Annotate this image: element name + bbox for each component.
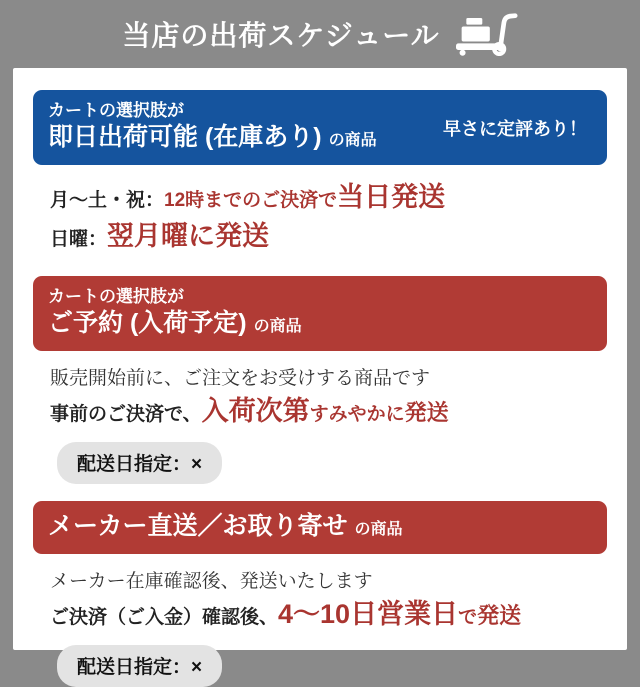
preorder-row2-label: 事前のご決済で、	[50, 404, 202, 426]
banner-instock-note: 早さに定評あり！	[443, 118, 587, 139]
banner-instock	[33, 90, 607, 165]
banner-dropship-mainline	[48, 511, 591, 542]
dropship-row2-big: 4〜10日営業日	[278, 598, 459, 629]
instock-row-sunday	[50, 219, 607, 255]
dropship-row-shipping	[50, 597, 607, 633]
preorder-row-shipping	[50, 394, 607, 430]
banner-preorder-suffix: の商品	[253, 317, 302, 335]
banner-dropship-suffix: の商品	[354, 520, 403, 538]
dropship-delivery-date-badge: 配送日指定：×	[57, 645, 222, 687]
hand-truck-icon	[456, 12, 518, 56]
preorder-row-description: 販売開始前に、ご注文をお受けする商品です	[50, 367, 431, 389]
dropship-row2-mid: で	[458, 606, 478, 628]
preorder-row2-mid: すみやかに	[309, 404, 405, 426]
preorder-row2-big: 入荷次第	[201, 396, 310, 427]
instock-row1-label: 月〜土・祝：	[50, 190, 165, 212]
page-title: 当店の出荷スケジュール	[122, 20, 440, 51]
dropship-row2-tail: 発送	[477, 602, 522, 628]
instock-row-weekday	[50, 180, 607, 216]
banner-preorder	[33, 276, 607, 351]
dropship-details	[33, 554, 607, 687]
dropship-row2-label: ご決済（ご入金）確認後、	[50, 606, 279, 628]
instock-row1-condition: 12時までのご決済で	[164, 190, 338, 212]
instock-row1-result: 当日発送	[337, 182, 446, 213]
preorder-delivery-date-badge: 配送日指定：×	[57, 442, 222, 484]
preorder-details	[33, 351, 607, 484]
instock-details	[33, 165, 607, 254]
banner-preorder-top: カートの選択肢が	[48, 286, 184, 306]
instock-row2-result: 翌月曜に発送	[107, 220, 270, 251]
banner-preorder-mainline	[48, 308, 591, 339]
instock-row2-label: 日曜：	[50, 228, 108, 250]
preorder-row2-tail: 発送	[404, 400, 449, 426]
banner-instock-top: カートの選択肢が	[48, 101, 184, 120]
banner-instock-suffix: の商品	[328, 132, 377, 150]
schedule-panel	[13, 68, 627, 678]
dropship-row-description: メーカー在庫確認後、発送いたします	[50, 570, 373, 592]
banner-dropship-main: メーカー直送／お取り寄せ	[48, 511, 348, 540]
banner-instock-main: 即日出荷可能 (在庫あり)	[48, 123, 322, 152]
banner-preorder-main: ご予約 (入荷予定)	[48, 308, 247, 337]
banner-dropship	[33, 501, 607, 554]
page-header	[0, 0, 640, 68]
